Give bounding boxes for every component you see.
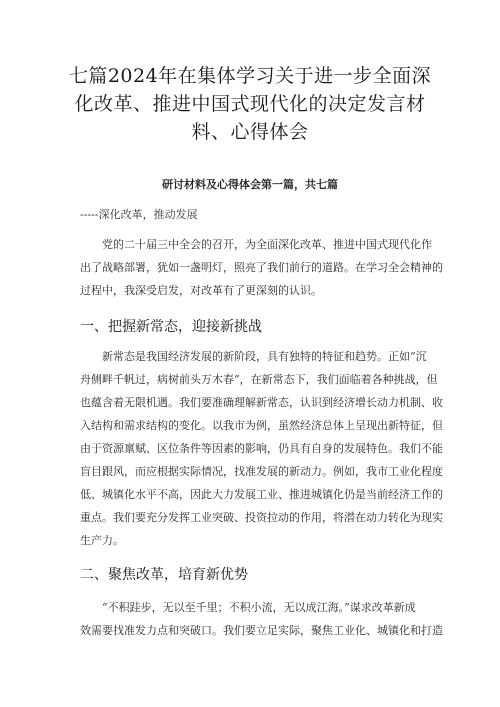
- title-line: 化改革、推进中国式现代化的决定发言材: [74, 93, 426, 115]
- paragraph-line: 由于资源禀赋、区位条件等因素的影响，仍具有自身的发展特色。我们不能: [80, 442, 443, 455]
- paragraph-line: “不积跬步，无以至千里；不积小流，无以成江海。”谋求改革新成: [102, 601, 416, 614]
- paragraph-line: 新常态是我国经济发展的新阶段，具有独特的特征和趋势。正如“沉: [102, 350, 427, 363]
- title-line: 七篇2024年在集体学习关于进一步全面深: [68, 65, 432, 87]
- article-subtitle: -----深化改革，推动发展: [80, 208, 198, 221]
- section-2-paragraph: [80, 596, 443, 642]
- section-1-paragraph: [80, 345, 443, 552]
- document-title: [60, 62, 440, 146]
- paragraph-line: 出了战略部署，犹如一盏明灯，照亮了我们前行的道路。在学习全会精神的: [80, 261, 443, 274]
- title-line: 料、心得体会: [191, 121, 309, 143]
- paragraph-line: 效需要找准发力点和突破口。我们要立足实际，聚焦工业化、城镇化和打造: [80, 624, 443, 637]
- paragraph-line: 入结构和需求结构的变化。以我市为例，虽然经济总体上呈现出新特征，但: [80, 419, 443, 432]
- paragraph-line: 舟侧畔千帆过，病树前头万木春“，在新常态下，我们面临着各种挑战，但: [80, 373, 438, 386]
- series-subheading: 研讨材料及心得体会第一篇，共七篇: [162, 178, 338, 191]
- intro-paragraph: [80, 233, 443, 302]
- paragraph-line: 也蕴含着无限机遇。我们要准确理解新常态，认识到经济增长动力机制、收: [80, 396, 443, 409]
- paragraph-line: 党的二十届三中全会的召开，为全面深化改革、推进中国式现代化作: [102, 238, 432, 251]
- paragraph-line: 重点。我们要充分发挥工业突破、投资拉动的作用，将潜在动力转化为现实: [80, 511, 443, 524]
- section-heading-2: 二、聚焦改革，培育新优势: [80, 567, 248, 583]
- paragraph-line: 盲目跟风，而应根据实际情况，找准发展的新动力。例如，我市工业化程度: [80, 465, 443, 478]
- paragraph-line: 低、城镇化水平不高，因此大力发展工业、推进城镇化仍是当前经济工作的: [80, 488, 443, 501]
- paragraph-line: 过程中，我深受启发，对改革有了更深刻的认识。: [80, 284, 322, 297]
- section-heading-1: 一、把握新常态，迎接新挑战: [80, 319, 262, 335]
- paragraph-line: 生产力。: [80, 534, 124, 547]
